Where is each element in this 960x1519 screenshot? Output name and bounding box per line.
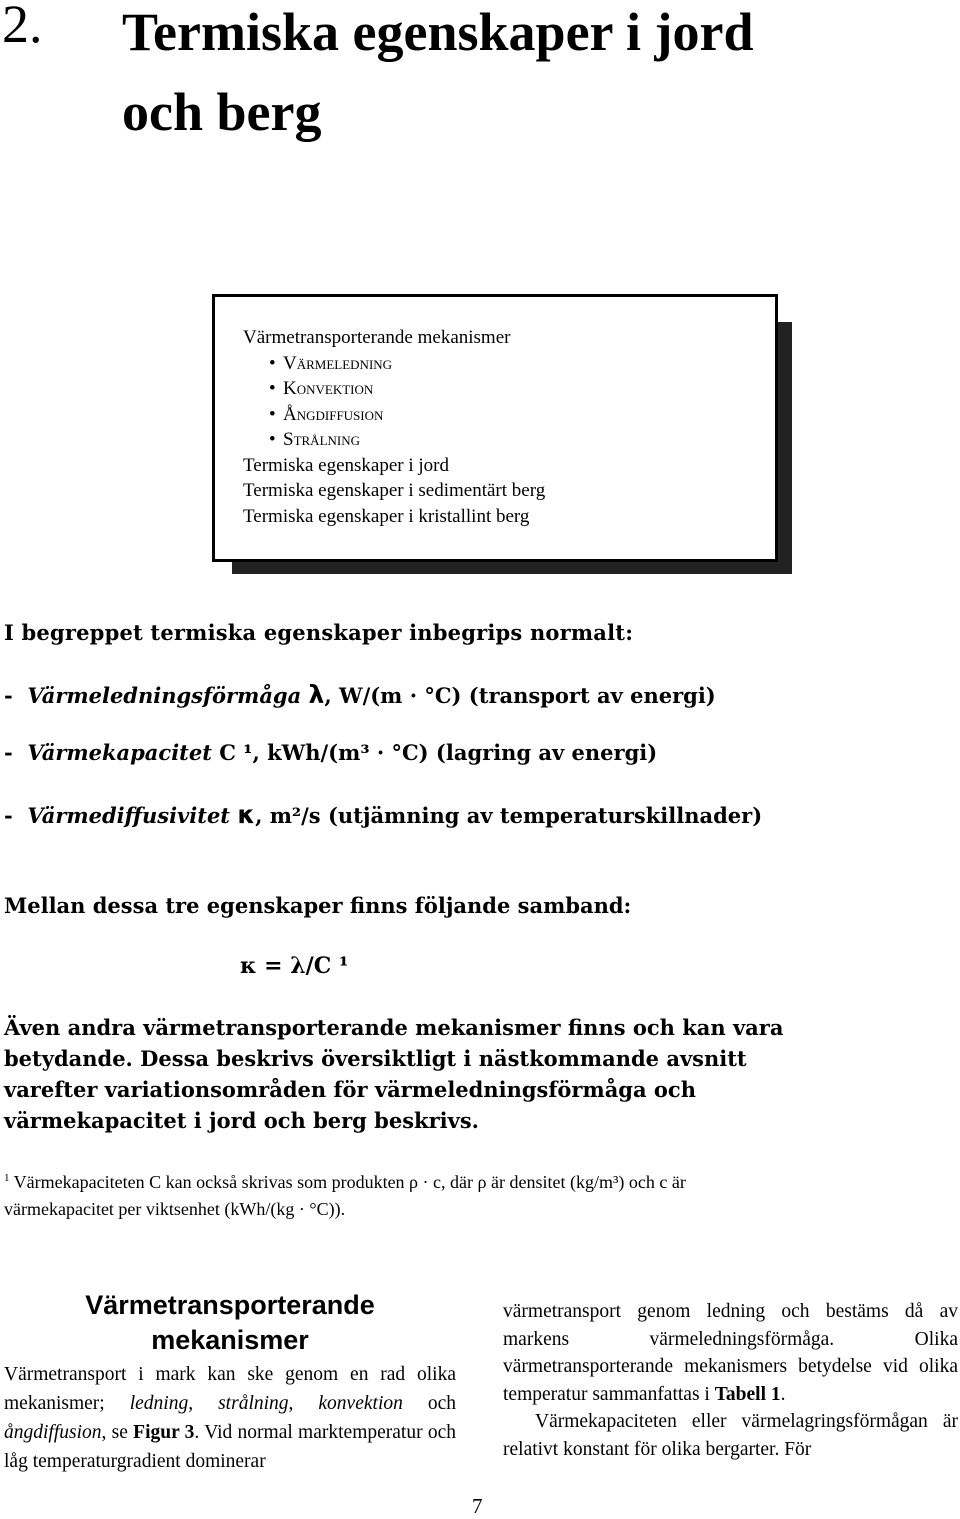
box-title: Värmetransporterande mekanismer xyxy=(243,327,511,348)
right-column-text: värmetransport genom ledning och bestäms då av markens värmeledningsförmåga. Olika värmetransporterande mekanismers betydelse vid olika temperatur sammanfattas i Tabell 1. Värmekapaciteten eller värmelagringsförmågan är relativt konstant för olika bergarter. För xyxy=(503,1298,958,1463)
property-item: - Värmekapacitet C ¹, kWh/(m³ · °C) (lagring av energi) xyxy=(4,740,658,765)
property-item: - Värmediffusivitet κ, m²/s (utjämning av temperaturskillnader) xyxy=(4,800,763,829)
property-item: - Värmeledningsförmåga λ, W/(m · °C) (transport av energi) xyxy=(4,680,716,709)
contents-box xyxy=(212,294,778,562)
footnote-mark: 1 xyxy=(4,1172,10,1184)
left-column-text: Värmetransport i mark kan ske genom en rad olika mekanismer; ledning, strålning, konvektion och ångdiffusion, se Figur 3. Vid normal marktemperatur och låg temperaturgradient dominerar xyxy=(4,1364,457,1472)
box-line: Termiska egenskaper i sedimentärt berg xyxy=(243,480,546,501)
figure-reference[interactable]: Figur 3 xyxy=(133,1422,195,1443)
box-bullet: • Strålning xyxy=(243,427,545,453)
relation-intro: Mellan dessa tre egenskaper finns följande samband: xyxy=(4,893,632,918)
box-bullet: • Ångdiffusion xyxy=(243,402,545,428)
properties-intro: I begreppet termiska egenskaper inbegrips normalt: xyxy=(4,620,634,645)
box-bullet: • Värmeledning xyxy=(243,351,545,377)
right-column-paragraph-2: Värmekapaciteten eller värmelagringsförmågan är relativt konstant för olika bergarter. För xyxy=(503,1411,958,1460)
page-number: 7 xyxy=(472,1494,483,1518)
section-heading: Värmetransporterande mekanismer xyxy=(85,1290,375,1355)
bullet-icon: • xyxy=(269,378,276,399)
formula: κ = λ/C ¹ xyxy=(240,953,349,979)
chapter-number: 2. xyxy=(2,0,43,54)
box-line: Termiska egenskaper i kristallint berg xyxy=(243,505,530,527)
footnote: $^1$ Värmekapaciteten C kan också skrivas som produkten ρ · c, där ρ är densitet (kg/m³) och c är värmekapacitet per viktsenhet (kWh/(kg · °C)). xyxy=(4,1172,686,1219)
box-line: Termiska egenskaper i jord xyxy=(243,454,450,476)
bullet-icon: • xyxy=(269,352,276,374)
chapter-title xyxy=(122,0,922,152)
chapter-title-line-2: och berg xyxy=(122,82,322,142)
bullet-icon: • xyxy=(269,429,276,450)
box-bullet: • Konvektion xyxy=(243,376,545,402)
chapter-title-line-1: Termiska egenskaper i jord xyxy=(122,2,754,62)
bullet-icon: • xyxy=(269,403,276,425)
body-paragraph: Även andra värmetransporterande mekanismer finns och kan vara betydande. Dessa beskrivs översiktligt i nästkommande avsnitt varefter variationsområden för värmeledningsförmåga och värmekapacitet i jord och berg beskrivs. xyxy=(4,1015,784,1133)
table-reference[interactable]: Tabell 1 xyxy=(714,1383,781,1405)
